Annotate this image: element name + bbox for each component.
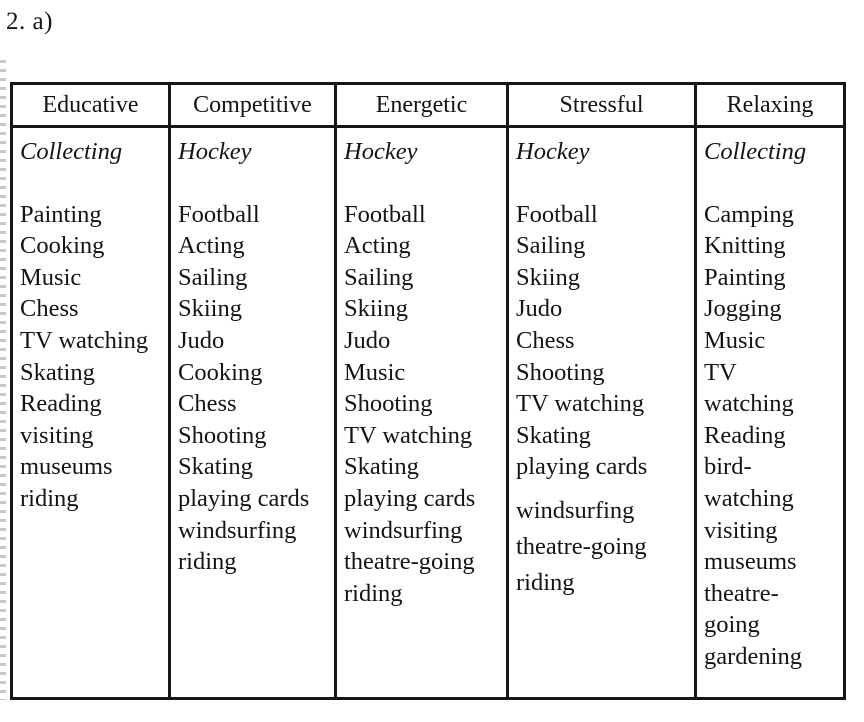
list-item: Judo [516, 295, 563, 323]
list-item: Painting [704, 263, 786, 291]
list-item: Acting [344, 232, 411, 260]
list-item: Football [178, 200, 260, 228]
column-header: Educative [13, 85, 168, 128]
list-item: riding [516, 568, 575, 596]
list-item: museums [20, 453, 113, 481]
scan-edge-artifact [0, 60, 6, 700]
list-item: Skating [178, 453, 253, 481]
list-item: Football [516, 200, 598, 228]
list-item: Reading [20, 390, 102, 418]
list-item: Chess [178, 390, 237, 418]
list-item: TV watching [516, 390, 645, 418]
list-item: Judo [178, 326, 225, 354]
list-item: Music [704, 326, 766, 354]
column-stressful [509, 85, 697, 697]
list-item: riding [344, 579, 403, 607]
list-item: Skiing [178, 295, 242, 323]
column-competitive [171, 85, 337, 697]
list-item: playing cards [178, 484, 310, 512]
list-item: riding [20, 484, 79, 512]
list-item: museums [704, 548, 797, 576]
list-item: Camping [704, 200, 794, 228]
first-item: Hockey [178, 138, 252, 165]
list-item: TV watching [20, 326, 149, 354]
list-item: windsurfing [178, 516, 297, 544]
column-header: Relaxing [697, 85, 843, 128]
list-item: Acting [178, 232, 245, 260]
list-item: theatre-going [516, 532, 647, 560]
list-item: Painting [20, 200, 102, 228]
list-item: Football [344, 200, 426, 228]
column-header: Competitive [171, 85, 334, 128]
list-item: going [704, 611, 760, 639]
list-item: Chess [516, 326, 575, 354]
list-item: TV watching [344, 421, 473, 449]
column-body [171, 128, 334, 578]
first-item: Collecting [20, 138, 123, 165]
list-item: Shooting [178, 421, 267, 449]
list-item: theatre-going [344, 548, 475, 576]
column-header: Stressful [509, 85, 694, 128]
list-item: watching [704, 390, 794, 418]
list-item: Cooking [20, 232, 105, 260]
list-item: Reading [704, 421, 786, 449]
list-item: Skiing [344, 295, 408, 323]
list-item: Skiing [516, 263, 580, 291]
column-header: Energetic [337, 85, 506, 128]
list-item: Jogging [704, 295, 782, 323]
list-item: Music [344, 358, 406, 386]
list-item: visiting [704, 516, 778, 544]
list-item: Skating [20, 358, 95, 386]
list-item: playing cards [516, 453, 648, 481]
list-item: Chess [20, 295, 79, 323]
list-item: Cooking [178, 358, 263, 386]
list-item: Skating [344, 453, 419, 481]
list-item: Sailing [344, 263, 414, 291]
column-body [509, 128, 694, 601]
list-item: Shooting [516, 358, 605, 386]
list-item: Shooting [344, 390, 433, 418]
list-item: bird- [704, 453, 752, 481]
column-energetic [337, 85, 509, 697]
column-educative [13, 85, 171, 697]
first-item: Hockey [344, 138, 418, 165]
list-item: Skating [516, 421, 591, 449]
list-item: Knitting [704, 232, 786, 260]
list-item: Judo [344, 326, 391, 354]
exercise-label: 2. a) [6, 8, 53, 35]
list-item: theatre- [704, 579, 779, 607]
list-item: windsurfing [344, 516, 463, 544]
column-body [337, 128, 506, 609]
column-body [697, 128, 843, 673]
list-item: riding [178, 548, 237, 576]
list-item: visiting [20, 421, 94, 449]
list-item: TV [704, 358, 737, 386]
list-item: Sailing [516, 232, 586, 260]
list-item: Sailing [178, 263, 248, 291]
list-item: gardening [704, 642, 802, 670]
column-relaxing [697, 85, 843, 697]
list-item: Music [20, 263, 82, 291]
hobbies-table [10, 82, 846, 700]
column-body [13, 128, 168, 515]
list-item: windsurfing [516, 496, 635, 524]
list-item: playing cards [344, 484, 476, 512]
list-item: watching [704, 484, 794, 512]
first-item: Collecting [704, 138, 807, 165]
first-item: Hockey [516, 138, 590, 165]
